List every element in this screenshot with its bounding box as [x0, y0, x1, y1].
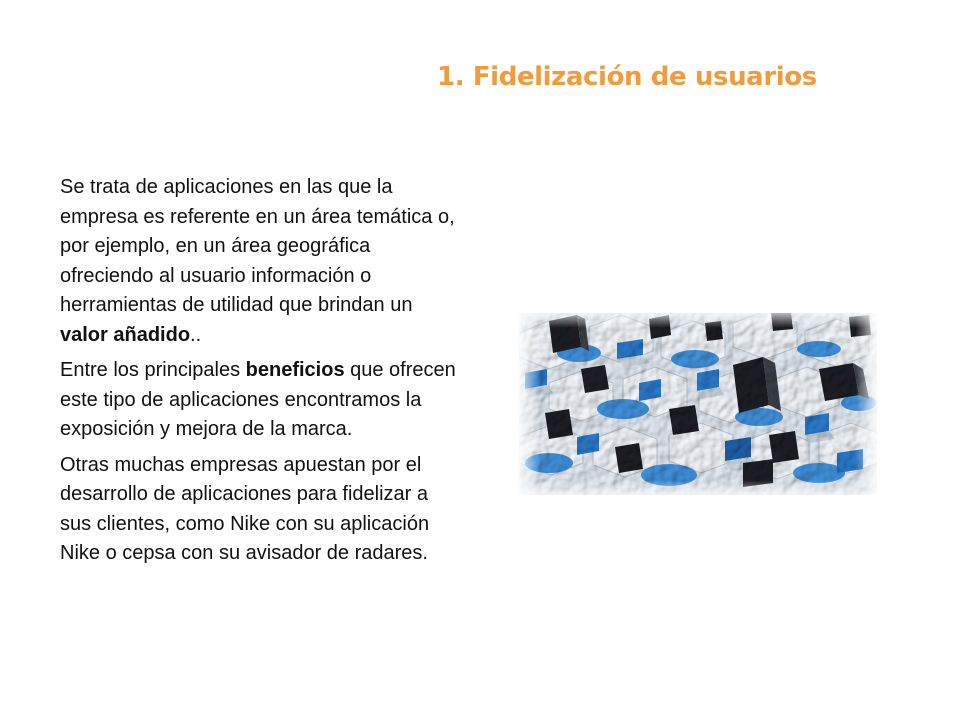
paragraph-benefits-text: Entre los principales: [60, 359, 246, 381]
body-text: [60, 173, 464, 575]
paragraph-intro-bold: valor añadido: [60, 323, 191, 346]
paragraph-intro: [60, 173, 464, 350]
paragraph-intro-text: Se trata de aplicaciones en las que la empresa es referente en un área temática o, por ejemplo, en un área geográfica ofreciendo al usuario información o herramientas de utilidad que brindan un: [60, 176, 455, 316]
paragraph-benefits: [60, 356, 464, 445]
paragraph-benefits-end: que ofrecen este tipo de aplicaciones encontramos la exposición y mejora de la marca.: [60, 359, 456, 440]
paragraph-benefits-bold: beneficios: [245, 359, 345, 381]
paragraph-examples: Otras muchas empresas apuestan por el desarrollo de aplicaciones para fidelizar a sus clientes, como Nike con su aplicación Nike o cepsa con su avisador de radares.: [60, 453, 430, 564]
network-computers-image: [519, 313, 877, 495]
paragraph-intro-end: ..: [190, 323, 202, 346]
slide-title: 1. Fidelización de usuarios: [437, 62, 817, 92]
network-illustration: [519, 313, 877, 495]
